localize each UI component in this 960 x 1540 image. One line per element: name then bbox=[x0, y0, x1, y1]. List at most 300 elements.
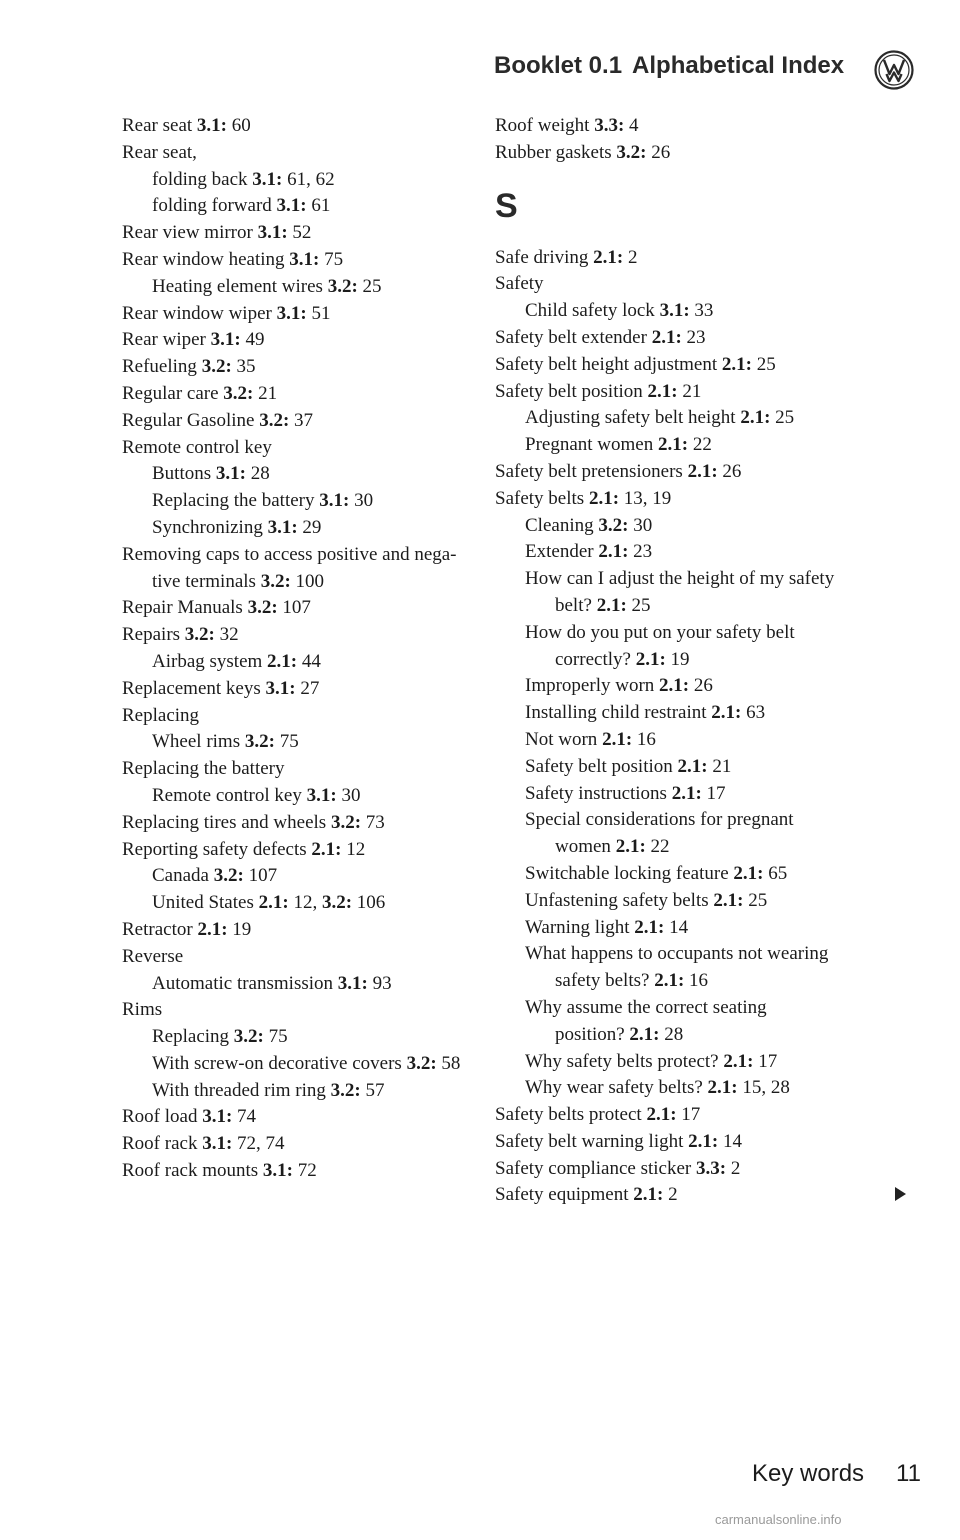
entry-ref: 2.1: bbox=[713, 889, 744, 911]
entry-text: Retractor bbox=[122, 918, 193, 940]
entry-ref: 3.2: bbox=[406, 1052, 437, 1074]
entry-pages: 30 bbox=[341, 784, 361, 806]
index-entry bbox=[495, 245, 915, 272]
index-entry bbox=[122, 515, 467, 542]
entry-pages: 65 bbox=[768, 862, 788, 884]
entry-pages: 14 bbox=[669, 916, 689, 938]
entry-ref: 2.1: bbox=[687, 460, 718, 482]
entry-pages: 75 bbox=[324, 248, 344, 270]
triangle-right-icon bbox=[895, 1187, 906, 1201]
entry-text: Repairs bbox=[122, 624, 181, 646]
entry-continuation-text: belt? bbox=[555, 594, 592, 616]
index-entry bbox=[495, 513, 915, 540]
entry-pages: 37 bbox=[294, 409, 314, 431]
entry-ref: 2.1: bbox=[602, 728, 633, 750]
entry-ref: 2.1: bbox=[677, 755, 708, 777]
index-entry bbox=[495, 113, 915, 140]
entry-ref: 3.2: bbox=[201, 356, 232, 378]
entry-pages: 21 bbox=[258, 382, 278, 404]
index-entry bbox=[122, 810, 467, 837]
index-entry bbox=[495, 1156, 915, 1183]
index-entry bbox=[122, 971, 467, 998]
entry-pages: 75 bbox=[279, 731, 299, 753]
index-entry bbox=[122, 274, 467, 301]
entry-ref: 3.2: bbox=[598, 514, 629, 536]
entry-ref: 2.1: bbox=[711, 702, 742, 724]
entry-ref: 2.1: bbox=[596, 594, 627, 616]
entry-pages: 107 bbox=[248, 865, 278, 887]
header-title bbox=[494, 52, 844, 80]
entry-pages: 14 bbox=[722, 1130, 742, 1152]
page-footer bbox=[752, 1460, 921, 1488]
entry-pages: 2 bbox=[668, 1184, 678, 1206]
entry-continuation-text: correctly? bbox=[555, 648, 631, 670]
entry-ref: 3.1: bbox=[196, 115, 227, 136]
entry-continuation-text: tive terminals bbox=[152, 570, 256, 592]
index-entry bbox=[495, 995, 915, 1049]
entry-ref: 2.1: bbox=[258, 892, 289, 914]
entry-ref: 3.1: bbox=[262, 1160, 293, 1182]
entry-ref: 2.1: bbox=[707, 1077, 738, 1099]
entry-text: Canada bbox=[152, 865, 209, 887]
entry-pages: 106 bbox=[356, 892, 386, 914]
booklet-label: Booklet 0.1 bbox=[494, 52, 623, 79]
entry-ref: 2.1: bbox=[197, 918, 228, 940]
entry-text: Safety belt warning light bbox=[495, 1130, 684, 1152]
entry-pages: 22 bbox=[650, 836, 670, 858]
entry-ref: 3.3: bbox=[594, 115, 625, 136]
entry-text: Adjusting safety belt height bbox=[525, 407, 736, 429]
entry-pages: 73 bbox=[365, 811, 385, 833]
index-entry bbox=[495, 379, 915, 406]
entry-ref: 2.1: bbox=[615, 836, 646, 858]
entry-ref: 2.1: bbox=[688, 1130, 719, 1152]
entry-ref: 3.1: bbox=[276, 302, 307, 324]
index-entry bbox=[122, 729, 467, 756]
entry-pages: 15, 28 bbox=[742, 1077, 790, 1099]
entry-ref: 2.1: bbox=[651, 326, 682, 348]
entry-pages: 25 bbox=[775, 407, 795, 429]
entry-text: Safety belt position bbox=[495, 380, 643, 402]
entry-text: Regular care bbox=[122, 382, 219, 404]
index-entry bbox=[495, 432, 915, 459]
index-entry bbox=[495, 673, 915, 700]
entry-text: Why assume the correct seating bbox=[525, 996, 767, 1018]
entry-text: How do you put on your safety belt bbox=[525, 621, 795, 643]
entry-text: Replacing the battery bbox=[122, 758, 285, 780]
entry-pages: 16 bbox=[636, 728, 656, 750]
entry-pages: 100 bbox=[295, 570, 325, 592]
index-entry bbox=[122, 783, 467, 810]
index-entry bbox=[495, 807, 915, 861]
index-entry bbox=[495, 620, 915, 674]
entry-text: Repair Manuals bbox=[122, 597, 243, 619]
index-entry bbox=[495, 459, 915, 486]
entry-continuation-text: safety belts? bbox=[555, 970, 650, 992]
entry-text: Safety bbox=[495, 273, 544, 295]
index-entry bbox=[495, 915, 915, 942]
entry-text: Replacing the battery bbox=[152, 490, 315, 512]
index-entry bbox=[122, 863, 467, 890]
entry-ref: 3.1: bbox=[267, 516, 298, 538]
entry-pages: 57 bbox=[365, 1079, 385, 1101]
entry-text: Airbag system bbox=[152, 650, 263, 672]
index-entry bbox=[122, 408, 467, 435]
entry-text: Rubber gaskets bbox=[495, 141, 612, 163]
entry-pages: 25 bbox=[756, 353, 776, 375]
index-entry bbox=[122, 756, 467, 783]
entry-continuation-text: position? bbox=[555, 1023, 625, 1045]
entry-pages: 17 bbox=[681, 1104, 701, 1126]
index-entry bbox=[495, 1102, 915, 1129]
entry-ref: 3.2: bbox=[259, 409, 290, 431]
entry-ref: 3.2: bbox=[244, 731, 275, 753]
index-entry bbox=[495, 781, 915, 808]
entry-text: Wheel rims bbox=[152, 731, 241, 753]
entry-text: Buttons bbox=[152, 463, 212, 485]
index-column-left bbox=[122, 113, 467, 1185]
index-entry bbox=[122, 1051, 467, 1078]
entry-ref: 3.2: bbox=[213, 865, 244, 887]
entry-pages: 58 bbox=[441, 1052, 461, 1074]
index-entry bbox=[495, 271, 915, 298]
entry-text: Rear seat, bbox=[122, 141, 197, 163]
entry-text: Special considerations for pregnant bbox=[525, 809, 794, 831]
entry-ref: 3.1: bbox=[202, 1133, 233, 1155]
entry-pages: 4 bbox=[629, 115, 639, 136]
entry-ref: 3.1: bbox=[215, 463, 246, 485]
entry-ref: 3.2: bbox=[330, 811, 362, 833]
index-entry bbox=[495, 1049, 915, 1076]
index-entry bbox=[122, 542, 467, 596]
index-entry bbox=[495, 727, 915, 754]
entry-text: Synchronizing bbox=[152, 516, 263, 538]
entry-pages: 33 bbox=[694, 300, 714, 322]
entry-pages: 72 bbox=[297, 1160, 317, 1182]
entry-ref: 2.1: bbox=[593, 246, 624, 268]
entry-pages: 29 bbox=[302, 516, 322, 538]
entry-pages: 61 bbox=[311, 195, 331, 217]
index-entry bbox=[122, 113, 467, 140]
index-entry bbox=[495, 1129, 915, 1156]
index-entry bbox=[122, 837, 467, 864]
entry-ref: 3.1: bbox=[252, 168, 283, 190]
entry-ref: 2.1: bbox=[646, 1104, 677, 1126]
entry-ref: 2.1: bbox=[654, 970, 685, 992]
entry-text: Why safety belts protect? bbox=[525, 1050, 719, 1072]
entry-continuation bbox=[525, 593, 915, 620]
entry-pages: 23 bbox=[686, 326, 706, 348]
entry-continuation bbox=[525, 968, 915, 995]
entry-pages: 28 bbox=[250, 463, 270, 485]
entry-text: Improperly worn bbox=[525, 675, 655, 697]
entry-text: Rear window wiper bbox=[122, 302, 272, 324]
watermark: carmanualsonline.info bbox=[715, 1512, 842, 1527]
entry-text: Safe driving bbox=[495, 246, 589, 268]
index-column-right bbox=[495, 113, 915, 1209]
entry-pages: 26 bbox=[693, 675, 713, 697]
entry-pages: 26 bbox=[651, 141, 671, 163]
entry-pages: 16 bbox=[689, 970, 709, 992]
entry-text: Remote control key bbox=[122, 436, 272, 458]
index-entry bbox=[122, 1078, 467, 1105]
footer-section: Key words bbox=[752, 1460, 865, 1487]
entry-ref: 3.2: bbox=[233, 1026, 264, 1048]
index-entry bbox=[122, 247, 467, 274]
index-entry bbox=[122, 1158, 467, 1185]
entry-ref: 3.3: bbox=[696, 1157, 727, 1179]
entry-text: Replacing tires and wheels bbox=[122, 811, 327, 833]
index-entry bbox=[122, 1104, 467, 1131]
entry-text: Roof rack mounts bbox=[122, 1160, 259, 1182]
index-entry bbox=[495, 298, 915, 325]
index-entry bbox=[122, 997, 467, 1024]
entry-text: Unfastening safety belts bbox=[525, 889, 709, 911]
index-entry bbox=[495, 888, 915, 915]
index-entry bbox=[122, 301, 467, 328]
entry-pages: 61, 62 bbox=[287, 168, 335, 190]
entry-text: Remote control key bbox=[152, 784, 302, 806]
entry-text: folding forward bbox=[152, 195, 272, 217]
index-entry bbox=[122, 703, 467, 730]
entry-ref: 2.1: bbox=[267, 650, 298, 672]
entry-ref: 3.2: bbox=[330, 1079, 361, 1101]
entry-text: Rear wiper bbox=[122, 329, 206, 351]
entry-text: Extender bbox=[525, 541, 594, 563]
entry-ref: 3.2: bbox=[327, 275, 358, 297]
entry-text: United States bbox=[152, 892, 254, 914]
entry-ref: 2.1: bbox=[311, 838, 342, 860]
entry-ref: 2.1: bbox=[723, 1050, 754, 1072]
index-entry bbox=[495, 486, 915, 513]
index-entry bbox=[122, 1131, 467, 1158]
entry-continuation bbox=[122, 569, 467, 596]
entry-pages: 25 bbox=[362, 275, 382, 297]
entry-text: Rear window heating bbox=[122, 248, 285, 270]
entry-pages: 22 bbox=[692, 434, 712, 456]
entry-text: Replacement keys bbox=[122, 677, 261, 699]
entry-pages: 28 bbox=[664, 1023, 684, 1045]
entry-text: Replacing bbox=[152, 1026, 230, 1048]
index-entry bbox=[122, 649, 467, 676]
index-entry bbox=[122, 595, 467, 622]
entry-text: Automatic transmission bbox=[152, 972, 334, 994]
entry-text: Rear view mirror bbox=[122, 222, 253, 244]
entry-text: How can I adjust the height of my safety bbox=[525, 568, 835, 590]
entry-text: folding back bbox=[152, 168, 248, 190]
entry-pages: 21 bbox=[682, 380, 702, 402]
index-entry bbox=[495, 325, 915, 352]
entry-ref: 2.1: bbox=[598, 541, 629, 563]
index-entry bbox=[122, 327, 467, 354]
entry-ref: 3.1: bbox=[659, 300, 690, 322]
index-entry bbox=[122, 676, 467, 703]
entry-pages: 75 bbox=[268, 1026, 288, 1048]
index-entry bbox=[495, 539, 915, 566]
entry-text: Refueling bbox=[122, 356, 197, 378]
index-entry bbox=[122, 917, 467, 944]
index-entry bbox=[495, 1075, 915, 1102]
entry-pages: 27 bbox=[300, 677, 320, 699]
entry-pages: 30 bbox=[354, 490, 374, 512]
entry-pages: 35 bbox=[236, 356, 256, 378]
entry-text: With screw-on decorative covers bbox=[152, 1052, 402, 1074]
entry-text: Safety belt position bbox=[525, 755, 673, 777]
entry-continuation-text: women bbox=[555, 836, 611, 858]
entry-pages: 19 bbox=[670, 648, 690, 670]
entry-pages: 17 bbox=[758, 1050, 778, 1072]
entry-ref: 2.1: bbox=[635, 648, 666, 670]
entry-pages: 52 bbox=[292, 222, 312, 244]
index-entry bbox=[122, 435, 467, 462]
entry-ref: 2.1: bbox=[633, 1184, 664, 1206]
entry-pages: 60 bbox=[231, 115, 251, 136]
index-entry bbox=[495, 566, 915, 620]
entry-ref: 2.1: bbox=[659, 675, 690, 697]
entry-text: Safety instructions bbox=[525, 782, 667, 804]
index-entry bbox=[122, 140, 467, 167]
page-header bbox=[494, 50, 924, 94]
entry-text: Safety belt pretensioners bbox=[495, 460, 683, 482]
entry-ref: 3.2: bbox=[616, 141, 647, 163]
index-entry bbox=[122, 622, 467, 649]
entry-text: Installing child restraint bbox=[525, 702, 707, 724]
index-entry bbox=[122, 193, 467, 220]
entry-text: Why wear safety belts? bbox=[525, 1077, 703, 1099]
entry-pages: 13, 19 bbox=[623, 487, 672, 509]
entry-pages: 72, 74 bbox=[237, 1133, 285, 1155]
entry-text: Not worn bbox=[525, 728, 598, 750]
index-entry bbox=[495, 405, 915, 432]
entry-ref: 3.2: bbox=[184, 624, 215, 646]
entry-text: Child safety lock bbox=[525, 300, 655, 322]
entry-text: Heating element wires bbox=[152, 275, 323, 297]
entry-pages: 2 bbox=[627, 246, 638, 268]
entry-ref: 3.1: bbox=[265, 677, 296, 699]
entry-text: Reverse bbox=[122, 945, 184, 967]
section-letter: S bbox=[495, 186, 518, 225]
vw-logo-icon bbox=[874, 50, 914, 90]
entry-ref: 3.1: bbox=[202, 1106, 233, 1128]
entry-text: Replacing bbox=[122, 704, 200, 726]
entry-text: Switchable locking feature bbox=[525, 862, 729, 884]
entry-continuation bbox=[525, 1022, 915, 1049]
entry-ref: 2.1: bbox=[629, 1023, 660, 1045]
entry-text: Safety belt height adjustment bbox=[495, 353, 718, 375]
entry-text: Roof rack bbox=[122, 1133, 198, 1155]
entry-ref: 3.1: bbox=[337, 972, 368, 994]
entry-pages: 12, bbox=[293, 892, 318, 914]
entry-ref: 3.2: bbox=[223, 382, 254, 404]
entry-text: Warning light bbox=[525, 916, 630, 938]
page-number: 11 bbox=[896, 1460, 921, 1487]
entry-pages: 93 bbox=[372, 972, 392, 994]
index-entry bbox=[122, 488, 467, 515]
index-entry bbox=[122, 381, 467, 408]
entry-text: Reporting safety defects bbox=[122, 838, 307, 860]
entry-pages: 21 bbox=[712, 755, 732, 777]
index-entry bbox=[122, 167, 467, 194]
entry-text: What happens to occupants not wearing bbox=[525, 943, 829, 965]
entry-ref: 2.1: bbox=[740, 407, 771, 429]
index-entry bbox=[495, 754, 915, 781]
entry-ref: 2.1: bbox=[657, 434, 689, 456]
index-entry bbox=[122, 461, 467, 488]
entry-text: Safety belts bbox=[495, 487, 585, 509]
entry-ref: 3.1: bbox=[257, 222, 288, 244]
entry-ref: 3.2: bbox=[321, 892, 353, 914]
index-entry bbox=[122, 890, 467, 917]
entry-ref: 2.1: bbox=[671, 782, 702, 804]
entry-ref: 2.1: bbox=[647, 380, 678, 402]
entry-text: Safety belts protect bbox=[495, 1104, 642, 1126]
entry-text: Removing caps to access positive and nega- bbox=[122, 543, 457, 565]
entry-ref: 2.1: bbox=[634, 916, 665, 938]
entry-text: With threaded rim ring bbox=[152, 1079, 326, 1101]
entry-ref: 3.2: bbox=[247, 597, 278, 619]
index-entry bbox=[122, 944, 467, 971]
entry-ref: 3.1: bbox=[210, 329, 241, 351]
entry-pages: 49 bbox=[245, 329, 265, 351]
entry-pages: 25 bbox=[631, 594, 651, 616]
entry-text: Pregnant women bbox=[525, 434, 654, 456]
entry-text: Roof weight bbox=[495, 115, 590, 136]
entry-pages: 17 bbox=[706, 782, 726, 804]
index-entry bbox=[122, 354, 467, 381]
entry-continuation bbox=[525, 647, 915, 674]
index-entry bbox=[495, 1182, 915, 1209]
entry-text: Rims bbox=[122, 999, 163, 1021]
entry-text: Cleaning bbox=[525, 514, 594, 536]
entry-pages: 32 bbox=[219, 624, 239, 646]
entry-pages: 44 bbox=[301, 650, 321, 672]
entry-pages: 107 bbox=[282, 597, 311, 619]
entry-pages: 51 bbox=[311, 302, 331, 324]
entry-ref: 2.1: bbox=[588, 487, 620, 509]
entry-continuation bbox=[525, 834, 915, 861]
index-entry bbox=[495, 352, 915, 379]
index-entry bbox=[495, 941, 915, 995]
index-title: Alphabetical Index bbox=[632, 52, 845, 79]
entry-pages: 30 bbox=[633, 514, 653, 536]
entry-ref: 2.1: bbox=[721, 353, 752, 375]
entry-ref: 3.1: bbox=[289, 248, 320, 270]
entry-pages: 74 bbox=[237, 1106, 257, 1128]
entry-ref: 3.2: bbox=[260, 570, 291, 592]
index-entry bbox=[495, 700, 915, 727]
entry-pages: 63 bbox=[746, 702, 766, 724]
entry-pages: 19 bbox=[232, 918, 252, 940]
entry-text: Safety belt extender bbox=[495, 326, 647, 348]
entry-pages: 25 bbox=[748, 889, 768, 911]
index-entry bbox=[122, 1024, 467, 1051]
entry-ref: 3.1: bbox=[276, 195, 307, 217]
index-entry bbox=[122, 220, 467, 247]
entry-ref: 2.1: bbox=[733, 862, 764, 884]
entry-pages: 23 bbox=[633, 541, 653, 563]
index-entry bbox=[495, 861, 915, 888]
entry-pages: 12 bbox=[346, 838, 366, 860]
entry-pages: 2 bbox=[730, 1157, 741, 1179]
entry-text: Safety compliance sticker bbox=[495, 1157, 692, 1179]
entry-text: Safety equipment bbox=[495, 1184, 629, 1206]
entry-text: Roof load bbox=[122, 1106, 198, 1128]
entry-text: Regular Gasoline bbox=[122, 409, 255, 431]
entry-pages: 26 bbox=[722, 460, 742, 482]
entry-text: Rear seat bbox=[122, 115, 193, 136]
index-entry bbox=[495, 140, 915, 167]
entry-ref: 3.1: bbox=[306, 784, 337, 806]
